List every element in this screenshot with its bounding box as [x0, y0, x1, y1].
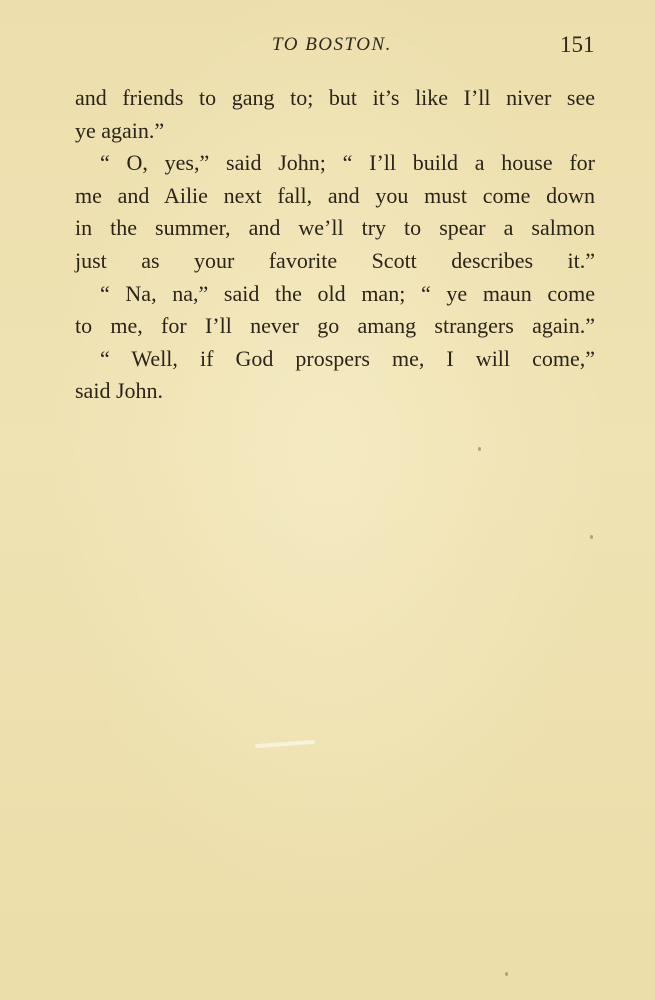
- text-line: and friends to gang to; but it’s like I’ll niver see: [75, 85, 595, 110]
- paper-smudge: [255, 740, 315, 748]
- text-line: to me, for I’ll never go amang strangers again.”: [75, 313, 595, 339]
- text-line: me and Ailie next fall, and you must come down: [75, 182, 595, 208]
- page-number: 151: [560, 32, 595, 57]
- paper-speck: [590, 535, 593, 539]
- text-line: ye again.”: [75, 117, 165, 143]
- paper-speck: [478, 447, 481, 451]
- running-title: TO BOSTON.: [272, 34, 392, 55]
- text-line: in the summer, and we’ll try to spear a salmon: [75, 215, 595, 241]
- body-text: [75, 82, 595, 408]
- paper-speck: [505, 972, 508, 976]
- text-line: “ Well, if God prospers me, I will come,”: [100, 345, 595, 371]
- text-line: just as your favorite Scott describes it.”: [75, 247, 595, 273]
- running-head: [0, 32, 655, 62]
- text-line: “ O, yes,” said John; “ I’ll build a house for: [100, 150, 595, 176]
- text-line: “ Na, na,” said the old man; “ ye maun come: [100, 280, 595, 306]
- text-line: said John.: [75, 378, 163, 404]
